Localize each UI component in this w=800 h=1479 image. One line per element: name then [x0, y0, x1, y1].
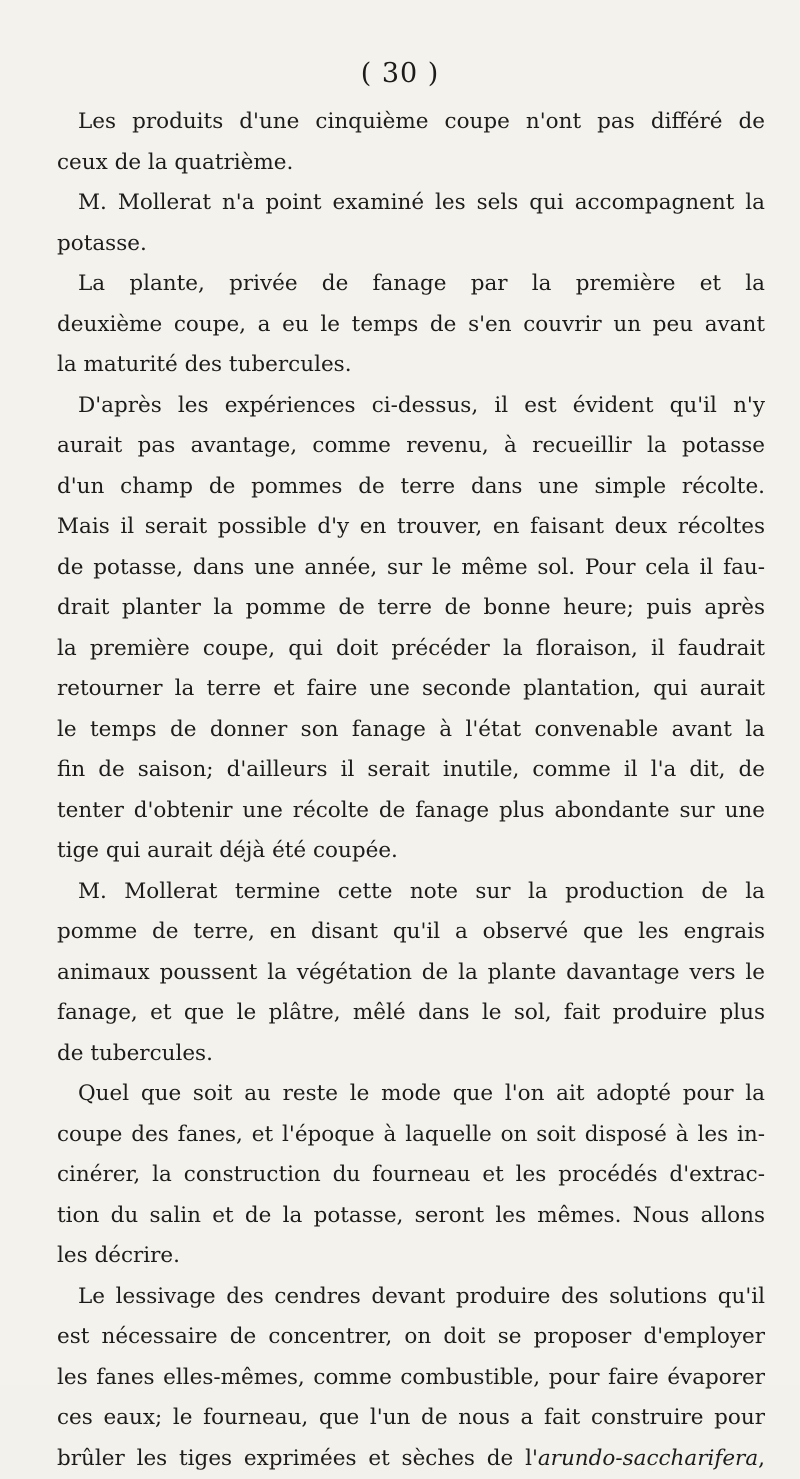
text-line: D'après les expériences ci-dessus, il est évident qu'il n'y: [57, 386, 765, 427]
text-line: Mais il serait possible d'y en trouver, en faisant deux récoltes: [57, 507, 765, 548]
italic-term: arundo-saccharifera: [538, 1446, 758, 1471]
text-line: ces eaux; le fourneau, que l'un de nous a fait construire pour: [57, 1398, 765, 1439]
text-line: pomme de terre, en disant qu'il a observé que les engrais: [57, 912, 765, 953]
text-segment: ,: [758, 1446, 765, 1471]
text-line: aurait pas avantage, comme revenu, à recueillir la potasse: [57, 426, 765, 467]
text-line: Le lessivage des cendres devant produire des solutions qu'il: [57, 1277, 765, 1318]
text-line: M. Mollerat n'a point examiné les sels qui accompagnent la: [57, 183, 765, 224]
text-line: ceux de la quatrième.: [57, 143, 765, 184]
text-line: fin de saison; d'ailleurs il serait inutile, comme il l'a dit, de: [57, 750, 765, 791]
text-line: tion du salin et de la potasse, seront les mêmes. Nous allons: [57, 1196, 765, 1237]
text-line: deuxième coupe, a eu le temps de s'en couvrir un peu avant: [57, 305, 765, 346]
text-line: de potasse, dans une année, sur le même sol. Pour cela il fau-: [57, 548, 765, 589]
text-line: Quel que soit au reste le mode que l'on ait adopté pour la: [57, 1074, 765, 1115]
text-line: les fanes elles-mêmes, comme combustible, pour faire évaporer: [57, 1358, 765, 1399]
text-line: animaux poussent la végétation de la plante davantage vers le: [57, 953, 765, 994]
text-segment: brûler les tiges exprimées et sèches de l': [57, 1446, 538, 1471]
text-line: coupe des fanes, et l'époque à laquelle on soit disposé à les in-: [57, 1115, 765, 1156]
text-line: Les produits d'une cinquième coupe n'ont pas différé de: [57, 102, 765, 143]
text-line: fanage, et que le plâtre, mêlé dans le sol, fait produire plus: [57, 993, 765, 1034]
text-line: les décrire.: [57, 1236, 765, 1277]
text-line: tige qui aurait déjà été coupée.: [57, 831, 765, 872]
text-line: retourner la terre et faire une seconde plantation, qui aurait: [57, 669, 765, 710]
text-line: potasse.: [57, 224, 765, 265]
text-line: la maturité des tubercules.: [57, 345, 765, 386]
text-line: d'un champ de pommes de terre dans une simple récolte.: [57, 467, 765, 508]
text-line: cinérer, la construction du fourneau et les procédés d'extrac-: [57, 1155, 765, 1196]
text-line: de tubercules.: [57, 1034, 765, 1075]
text-line: M. Mollerat termine cette note sur la production de la: [57, 872, 765, 913]
text-line: le temps de donner son fanage à l'état convenable avant la: [57, 710, 765, 751]
text-line-last: [57, 1439, 765, 1479]
text-line: drait planter la pomme de terre de bonne heure; puis après: [57, 588, 765, 629]
body-text: [57, 102, 765, 1479]
text-line: est nécessaire de concentrer, on doit se proposer d'employer: [57, 1317, 765, 1358]
page-number: ( 30 ): [0, 58, 800, 89]
text-line: tenter d'obtenir une récolte de fanage plus abondante sur une: [57, 791, 765, 832]
text-line: la première coupe, qui doit précéder la floraison, il faudrait: [57, 629, 765, 670]
text-line: La plante, privée de fanage par la première et la: [57, 264, 765, 305]
